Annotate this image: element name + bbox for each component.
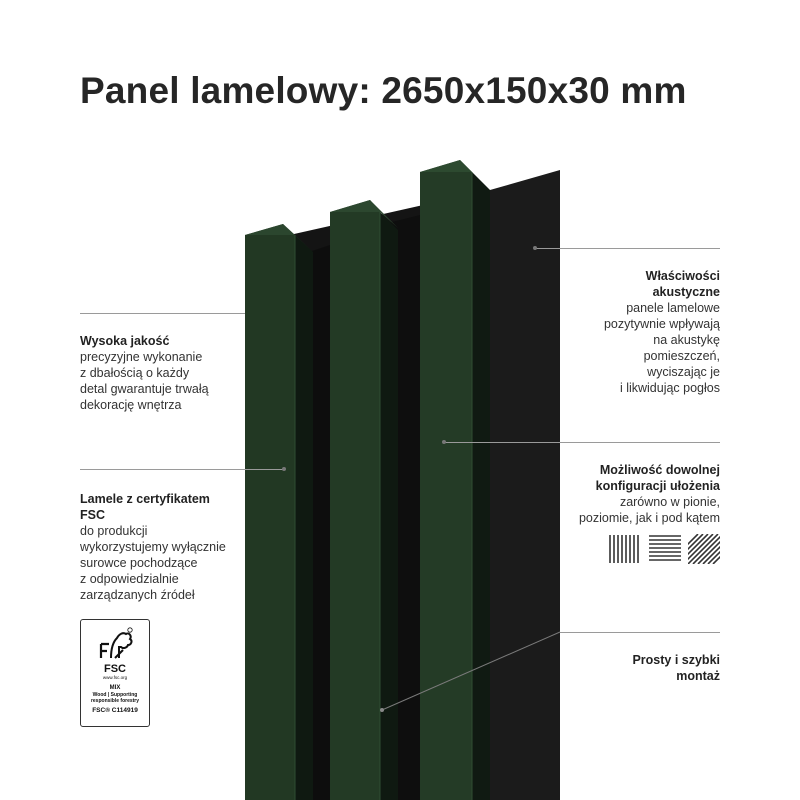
feature-config-heading: konfiguracji ułożenia <box>595 479 720 493</box>
feature-fsc <box>80 491 226 603</box>
feature-acoustic-line: wyciszając je <box>647 365 720 379</box>
fsc-mix: MIX <box>109 685 121 691</box>
feature-quality-heading: Wysoka jakość <box>80 334 170 348</box>
feature-acoustic-line: pozytywnie wpływają <box>603 317 720 331</box>
slat-3-front <box>420 160 472 800</box>
fsc-url: www.fsc.org <box>102 675 128 680</box>
felt-backing <box>490 170 560 800</box>
feature-mounting-heading: Prosty i szybki <box>632 653 720 667</box>
feature-quality-line: precyzyjne wykonanie <box>80 350 203 364</box>
config-leader-dot <box>442 440 446 444</box>
feature-mounting <box>632 652 720 684</box>
feature-config <box>579 462 720 526</box>
config-leader <box>444 442 720 443</box>
feature-fsc-line: wykorzystujemy wyłącznie <box>80 540 226 554</box>
feature-config-line: poziomie, jak i pod kątem <box>578 511 720 525</box>
feature-acoustic-heading: akustyczne <box>652 285 720 299</box>
feature-acoustic-line: i likwidując pogłos <box>619 381 720 395</box>
feature-acoustic <box>604 268 720 396</box>
quality-leader <box>80 313 245 314</box>
slat-1-side <box>295 235 313 800</box>
feature-mounting-heading: montaż <box>676 669 720 683</box>
fsc-code: FSC® C114919 <box>92 707 138 714</box>
feature-quality-line: dekorację wnętrza <box>80 398 182 412</box>
feature-fsc-heading: FSC <box>80 508 105 522</box>
feature-config-line: zarówno w pionie, <box>619 495 720 509</box>
feature-fsc-line: z odpowiedzialnie <box>80 572 179 586</box>
acoustic-leader-dot <box>533 246 537 250</box>
feature-fsc-line: zarządzanych źródeł <box>80 588 195 602</box>
slat-3-side <box>472 172 490 800</box>
fsc-certificate-label <box>80 619 150 727</box>
feature-acoustic-line: panele lamelowe <box>626 301 720 315</box>
feature-acoustic-line: pomieszczeń, <box>643 349 720 363</box>
feature-acoustic-heading: Właściwości <box>645 269 720 283</box>
feature-acoustic-line: na akustykę <box>653 333 720 347</box>
fsc-desc-line: responsible forestry <box>90 698 140 704</box>
fsc-leader-dot <box>282 467 286 471</box>
feature-config-heading: Możliwość dowolnej <box>599 463 720 477</box>
slat-2-front <box>330 200 380 800</box>
page-title: Panel lamelowy: 2650x150x30 mm <box>80 70 687 111</box>
slat-1-front <box>245 224 295 800</box>
feature-fsc-line: surowce pochodzące <box>80 556 198 570</box>
horizontal-stripes-icon <box>649 534 681 564</box>
fsc-logo-text: FSC <box>104 663 126 675</box>
diagonal-stripes-icon <box>688 534 720 564</box>
fsc-tree-logo-icon <box>81 624 149 664</box>
vertical-stripes-icon <box>608 534 640 564</box>
feature-quality-line: z dbałością o każdy <box>80 366 190 380</box>
fsc-desc-line: Wood | Supporting <box>92 692 138 698</box>
acoustic-leader <box>535 248 720 249</box>
feature-quality <box>80 333 209 413</box>
feature-fsc-heading: Lamele z certyfikatem <box>80 492 210 506</box>
mounting-leader-dot <box>380 708 384 712</box>
feature-quality-line: detal gwarantuje trwałą <box>80 382 209 396</box>
fsc-leader <box>80 469 285 470</box>
mounting-leader <box>560 632 720 633</box>
feature-fsc-line: do produkcji <box>80 524 148 538</box>
